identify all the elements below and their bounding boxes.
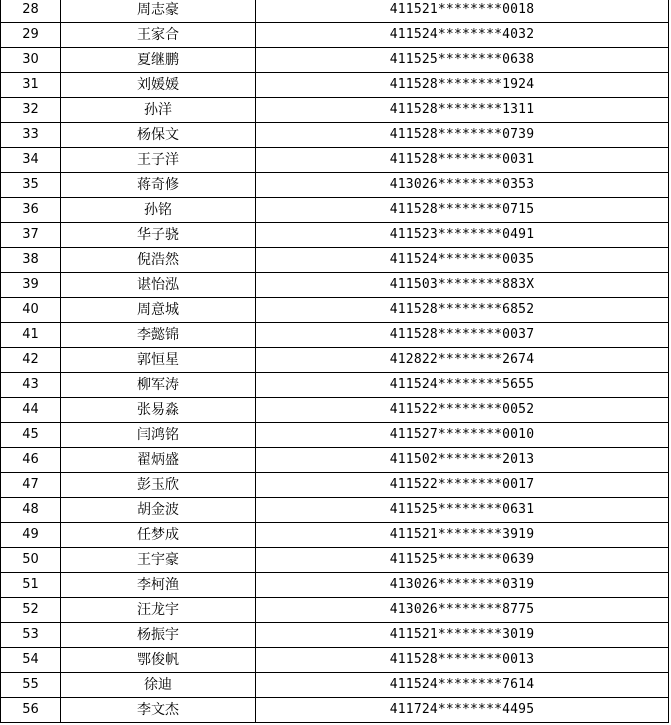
roster-body — [1, 0, 669, 723]
name-cell[interactable]: 柳军涛 — [61, 373, 256, 398]
name-cell[interactable]: 王家合 — [61, 23, 256, 48]
name-cell[interactable]: 周志豪 — [61, 0, 256, 23]
table-row — [1, 48, 669, 73]
row-number-cell[interactable]: 55 — [1, 673, 61, 698]
id-number-cell[interactable]: 411525********0631 — [256, 498, 669, 523]
id-number-cell[interactable]: 411528********0031 — [256, 148, 669, 173]
name-cell[interactable]: 彭玉欣 — [61, 473, 256, 498]
table-row — [1, 173, 669, 198]
id-number-cell[interactable]: 411528********0715 — [256, 198, 669, 223]
table-row — [1, 123, 669, 148]
row-number-cell[interactable]: 45 — [1, 423, 61, 448]
table-row — [1, 673, 669, 698]
id-number-cell[interactable]: 411503********883X — [256, 273, 669, 298]
name-cell[interactable]: 李柯渔 — [61, 573, 256, 598]
table-row — [1, 348, 669, 373]
table-row — [1, 373, 669, 398]
id-number-cell[interactable]: 411524********5655 — [256, 373, 669, 398]
table-row — [1, 198, 669, 223]
table-row — [1, 573, 669, 598]
id-number-cell[interactable]: 411523********0491 — [256, 223, 669, 248]
name-cell[interactable]: 郭恒星 — [61, 348, 256, 373]
id-number-cell[interactable]: 411521********3019 — [256, 623, 669, 648]
row-number-cell[interactable]: 46 — [1, 448, 61, 473]
name-cell[interactable]: 孙铭 — [61, 198, 256, 223]
name-cell[interactable]: 闫鸿铭 — [61, 423, 256, 448]
name-cell[interactable]: 华子骁 — [61, 223, 256, 248]
table-row — [1, 523, 669, 548]
row-number-cell[interactable]: 33 — [1, 123, 61, 148]
row-number-cell[interactable]: 52 — [1, 598, 61, 623]
id-number-cell[interactable]: 411521********3919 — [256, 523, 669, 548]
id-number-cell[interactable]: 411522********0017 — [256, 473, 669, 498]
id-number-cell[interactable]: 411528********0013 — [256, 648, 669, 673]
name-cell[interactable]: 王子洋 — [61, 148, 256, 173]
name-cell[interactable]: 王宇豪 — [61, 548, 256, 573]
id-number-cell[interactable]: 413026********0319 — [256, 573, 669, 598]
row-number-cell[interactable]: 53 — [1, 623, 61, 648]
name-cell[interactable]: 倪浩然 — [61, 248, 256, 273]
table-row — [1, 148, 669, 173]
row-number-cell[interactable]: 42 — [1, 348, 61, 373]
id-number-cell[interactable]: 411528********0739 — [256, 123, 669, 148]
row-number-cell[interactable]: 34 — [1, 148, 61, 173]
table-row — [1, 23, 669, 48]
row-number-cell[interactable]: 35 — [1, 173, 61, 198]
table-row — [1, 698, 669, 723]
name-cell[interactable]: 翟炳盛 — [61, 448, 256, 473]
row-number-cell[interactable]: 43 — [1, 373, 61, 398]
name-cell[interactable]: 孙洋 — [61, 98, 256, 123]
row-number-cell[interactable]: 29 — [1, 23, 61, 48]
row-number-cell[interactable]: 31 — [1, 73, 61, 98]
table-row — [1, 248, 669, 273]
id-number-cell[interactable]: 411524********7614 — [256, 673, 669, 698]
name-cell[interactable]: 任梦成 — [61, 523, 256, 548]
name-cell[interactable]: 刘媛媛 — [61, 73, 256, 98]
name-cell[interactable]: 谌怡泓 — [61, 273, 256, 298]
table-row — [1, 323, 669, 348]
row-number-cell[interactable]: 47 — [1, 473, 61, 498]
row-number-cell[interactable]: 49 — [1, 523, 61, 548]
name-cell[interactable]: 李文杰 — [61, 698, 256, 723]
id-number-cell[interactable]: 411528********1924 — [256, 73, 669, 98]
id-number-cell[interactable]: 413026********0353 — [256, 173, 669, 198]
row-number-cell[interactable]: 36 — [1, 198, 61, 223]
table-row — [1, 0, 669, 23]
table-row — [1, 423, 669, 448]
row-number-cell[interactable]: 41 — [1, 323, 61, 348]
table-row — [1, 648, 669, 673]
table-row — [1, 298, 669, 323]
table-row — [1, 273, 669, 298]
table-row — [1, 398, 669, 423]
row-number-cell[interactable]: 44 — [1, 398, 61, 423]
name-cell[interactable]: 徐迪 — [61, 673, 256, 698]
name-cell[interactable]: 夏继鹏 — [61, 48, 256, 73]
table-row — [1, 448, 669, 473]
id-number-cell[interactable]: 411521********0018 — [256, 0, 669, 23]
name-cell[interactable]: 周意城 — [61, 298, 256, 323]
row-number-cell[interactable]: 50 — [1, 548, 61, 573]
table-row — [1, 548, 669, 573]
id-number-cell[interactable]: 411524********0035 — [256, 248, 669, 273]
id-number-cell[interactable]: 411502********2013 — [256, 448, 669, 473]
row-number-cell[interactable]: 54 — [1, 648, 61, 673]
table-row — [1, 498, 669, 523]
id-number-cell[interactable]: 411527********0010 — [256, 423, 669, 448]
id-number-cell[interactable]: 411528********6852 — [256, 298, 669, 323]
name-cell[interactable]: 汪龙宇 — [61, 598, 256, 623]
table-row — [1, 73, 669, 98]
name-cell[interactable]: 杨保文 — [61, 123, 256, 148]
id-number-cell[interactable]: 411525********0638 — [256, 48, 669, 73]
id-number-cell[interactable]: 411528********0037 — [256, 323, 669, 348]
id-number-cell[interactable]: 411528********1311 — [256, 98, 669, 123]
id-number-cell[interactable]: 411724********4495 — [256, 698, 669, 723]
id-number-cell[interactable]: 411524********4032 — [256, 23, 669, 48]
table-row — [1, 623, 669, 648]
name-cell[interactable]: 胡金波 — [61, 498, 256, 523]
table-row — [1, 473, 669, 498]
row-number-cell[interactable]: 56 — [1, 698, 61, 723]
row-number-cell[interactable]: 37 — [1, 223, 61, 248]
row-number-cell[interactable]: 28 — [1, 0, 61, 23]
name-cell[interactable]: 鄂俊帆 — [61, 648, 256, 673]
table-row — [1, 223, 669, 248]
row-number-cell[interactable]: 32 — [1, 98, 61, 123]
id-number-cell[interactable]: 411522********0052 — [256, 398, 669, 423]
id-number-cell[interactable]: 412822********2674 — [256, 348, 669, 373]
id-number-cell[interactable]: 411525********0639 — [256, 548, 669, 573]
row-number-cell[interactable]: 30 — [1, 48, 61, 73]
name-cell[interactable]: 李懿锦 — [61, 323, 256, 348]
name-cell[interactable]: 张易淼 — [61, 398, 256, 423]
id-number-cell[interactable]: 413026********8775 — [256, 598, 669, 623]
row-number-cell[interactable]: 38 — [1, 248, 61, 273]
table-row — [1, 598, 669, 623]
row-number-cell[interactable]: 48 — [1, 498, 61, 523]
name-cell[interactable]: 蒋奇修 — [61, 173, 256, 198]
row-number-cell[interactable]: 51 — [1, 573, 61, 598]
table-row — [1, 98, 669, 123]
name-cell[interactable]: 杨振宇 — [61, 623, 256, 648]
row-number-cell[interactable]: 40 — [1, 298, 61, 323]
row-number-cell[interactable]: 39 — [1, 273, 61, 298]
